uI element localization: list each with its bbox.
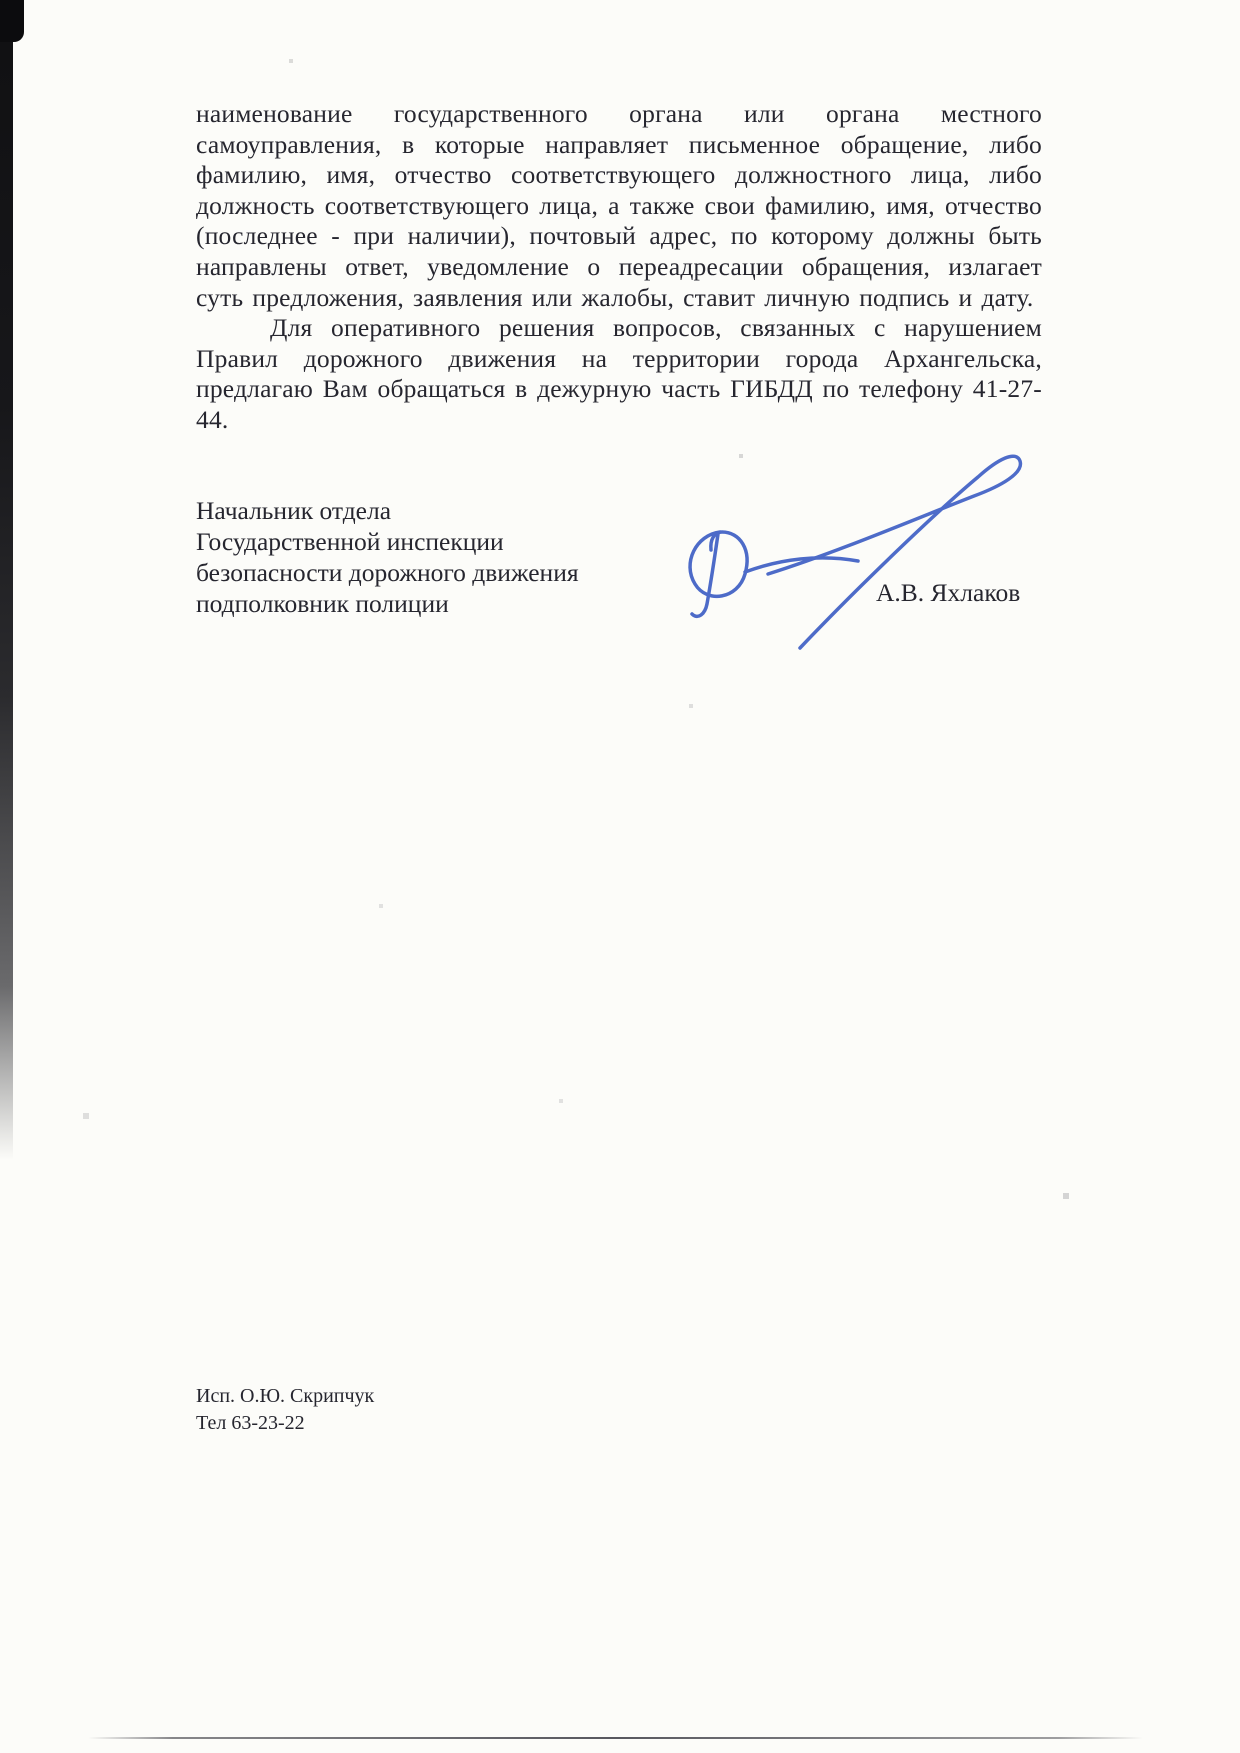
handwritten-signature [648, 432, 1040, 660]
signer-title-line-4: подполковник полиции [196, 589, 449, 618]
scan-left-edge-artifact [0, 0, 13, 1160]
scan-speckles-artifact [0, 0, 2, 2]
signer-title-line-1: Начальник отдела [196, 496, 392, 525]
executor-phone: Тел 63-23-22 [196, 1412, 305, 1434]
body-paragraph-2: Для оперативного решения вопросов, связанных с нарушением Правил дорожного движения на территории города Архангельска, предлагаю Вам обращаться в дежурную часть ГИБДД по телефону 41-27-44. [196, 313, 1042, 434]
letter-body [196, 99, 1042, 436]
signer-title-line-2: Государственной инспекции [196, 527, 504, 556]
executor-block [196, 1383, 374, 1437]
signature-flourish-stroke [768, 456, 1020, 648]
scan-bottom-line-artifact [88, 1737, 1143, 1739]
signer-name: А.В. Яхлаков [876, 578, 1021, 607]
scan-corner-artifact [0, 0, 24, 42]
signer-title-block [196, 495, 579, 619]
executor-name: Исп. О.Ю. Скрипчук [196, 1385, 375, 1407]
body-paragraph-1: наименование государственного органа или органа местного самоуправления, в которые направляет письменное обращение, либо фамилию, имя, отчество соответствующего должностного лица, либо должность соответствующего лица, а также свои фамилию, имя, отчество (последнее - при наличии), почтовый адрес, по которому должны быть направлены ответ, уведомление о переадресации обращения, излагает суть предложения, заявления или жалобы, ставит личную подпись и дату. [196, 99, 1042, 312]
signature-wave-stroke [745, 558, 858, 572]
signer-title-line-3: безопасности дорожного движения [196, 558, 579, 587]
